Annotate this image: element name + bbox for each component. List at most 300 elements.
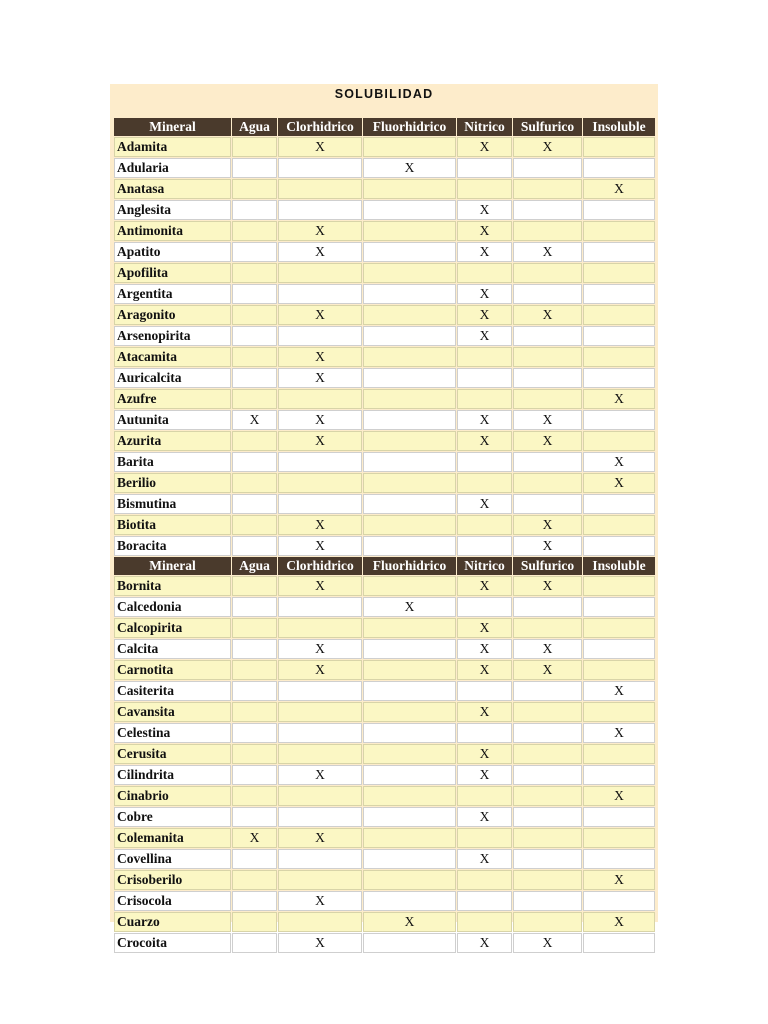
agua-cell xyxy=(232,200,277,220)
clorhidrico-cell xyxy=(278,723,362,743)
clorhidrico-cell xyxy=(278,870,362,890)
mineral-name-cell: Cobre xyxy=(114,807,231,827)
fluorhidrico-cell xyxy=(363,933,456,953)
insoluble-cell xyxy=(583,744,655,764)
agua-cell xyxy=(232,326,277,346)
mineral-name-cell: Covellina xyxy=(114,849,231,869)
insoluble-cell xyxy=(583,242,655,262)
clorhidrico-cell xyxy=(278,326,362,346)
insoluble-cell: X xyxy=(583,179,655,199)
insoluble-cell: X xyxy=(583,473,655,493)
mineral-name-cell: Crisoberilo xyxy=(114,870,231,890)
sulfurico-cell: X xyxy=(513,137,582,157)
sulfurico-cell: X xyxy=(513,933,582,953)
mineral-name-cell: Azurita xyxy=(114,431,231,451)
nitrico-cell: X xyxy=(457,807,512,827)
sulfurico-cell: X xyxy=(513,639,582,659)
column-header-insoluble: Insoluble xyxy=(583,118,655,136)
fluorhidrico-cell xyxy=(363,431,456,451)
agua-cell xyxy=(232,368,277,388)
table-row xyxy=(114,576,655,596)
insoluble-cell xyxy=(583,158,655,178)
header-row xyxy=(114,118,655,136)
table-row xyxy=(114,326,655,346)
fluorhidrico-cell xyxy=(363,660,456,680)
mineral-name-cell: Celestina xyxy=(114,723,231,743)
fluorhidrico-cell xyxy=(363,221,456,241)
mineral-name-cell: Calcedonia xyxy=(114,597,231,617)
fluorhidrico-cell xyxy=(363,576,456,596)
sulfurico-cell xyxy=(513,807,582,827)
clorhidrico-cell xyxy=(278,681,362,701)
agua-cell xyxy=(232,933,277,953)
mineral-name-cell: Calcopirita xyxy=(114,618,231,638)
sulfurico-cell: X xyxy=(513,576,582,596)
clorhidrico-cell: X xyxy=(278,515,362,535)
sulfurico-cell xyxy=(513,473,582,493)
fluorhidrico-cell xyxy=(363,765,456,785)
sulfurico-cell: X xyxy=(513,431,582,451)
sulfurico-cell xyxy=(513,618,582,638)
insoluble-cell xyxy=(583,576,655,596)
table-row xyxy=(114,179,655,199)
table-row xyxy=(114,242,655,262)
sulfurico-cell xyxy=(513,765,582,785)
agua-cell xyxy=(232,242,277,262)
clorhidrico-cell: X xyxy=(278,137,362,157)
mineral-name-cell: Anatasa xyxy=(114,179,231,199)
agua-cell xyxy=(232,849,277,869)
fluorhidrico-cell xyxy=(363,242,456,262)
insoluble-cell xyxy=(583,702,655,722)
table-row xyxy=(114,536,655,556)
mineral-name-cell: Auricalcita xyxy=(114,368,231,388)
agua-cell xyxy=(232,179,277,199)
agua-cell xyxy=(232,660,277,680)
sulfurico-cell xyxy=(513,452,582,472)
sulfurico-cell: X xyxy=(513,536,582,556)
document-page xyxy=(110,84,658,950)
mineral-name-cell: Bornita xyxy=(114,576,231,596)
nitrico-cell xyxy=(457,723,512,743)
mineral-name-cell: Azufre xyxy=(114,389,231,409)
nitrico-cell: X xyxy=(457,242,512,262)
clorhidrico-cell: X xyxy=(278,305,362,325)
sulfurico-cell xyxy=(513,681,582,701)
mineral-name-cell: Apofilita xyxy=(114,263,231,283)
fluorhidrico-cell xyxy=(363,639,456,659)
table-row xyxy=(114,891,655,911)
fluorhidrico-cell xyxy=(363,494,456,514)
nitrico-cell xyxy=(457,786,512,806)
insoluble-cell xyxy=(583,660,655,680)
insoluble-cell xyxy=(583,326,655,346)
mineral-name-cell: Argentita xyxy=(114,284,231,304)
nitrico-cell xyxy=(457,597,512,617)
nitrico-cell: X xyxy=(457,618,512,638)
clorhidrico-cell: X xyxy=(278,576,362,596)
nitrico-cell xyxy=(457,912,512,932)
clorhidrico-cell xyxy=(278,849,362,869)
sulfurico-cell xyxy=(513,368,582,388)
agua-cell xyxy=(232,723,277,743)
fluorhidrico-cell xyxy=(363,326,456,346)
mineral-name-cell: Carnotita xyxy=(114,660,231,680)
insoluble-cell xyxy=(583,368,655,388)
clorhidrico-cell: X xyxy=(278,242,362,262)
agua-cell xyxy=(232,870,277,890)
mineral-name-cell: Biotita xyxy=(114,515,231,535)
agua-cell xyxy=(232,158,277,178)
agua-cell xyxy=(232,597,277,617)
nitrico-cell xyxy=(457,347,512,367)
agua-cell xyxy=(232,639,277,659)
insoluble-cell xyxy=(583,305,655,325)
clorhidrico-cell xyxy=(278,912,362,932)
table-row xyxy=(114,870,655,890)
insoluble-cell xyxy=(583,849,655,869)
header-row xyxy=(114,557,655,575)
fluorhidrico-cell: X xyxy=(363,912,456,932)
table-row xyxy=(114,221,655,241)
fluorhidrico-cell xyxy=(363,389,456,409)
fluorhidrico-cell xyxy=(363,410,456,430)
insoluble-cell xyxy=(583,200,655,220)
fluorhidrico-cell xyxy=(363,723,456,743)
nitrico-cell xyxy=(457,389,512,409)
fluorhidrico-cell xyxy=(363,515,456,535)
insoluble-cell xyxy=(583,765,655,785)
fluorhidrico-cell xyxy=(363,807,456,827)
sulfurico-cell xyxy=(513,221,582,241)
table-row xyxy=(114,912,655,932)
nitrico-cell: X xyxy=(457,933,512,953)
insoluble-cell: X xyxy=(583,912,655,932)
nitrico-cell: X xyxy=(457,494,512,514)
clorhidrico-cell: X xyxy=(278,536,362,556)
clorhidrico-cell xyxy=(278,702,362,722)
sulfurico-cell xyxy=(513,326,582,346)
nitrico-cell xyxy=(457,179,512,199)
solubility-table xyxy=(113,117,656,954)
fluorhidrico-cell xyxy=(363,347,456,367)
table-row xyxy=(114,933,655,953)
insoluble-cell: X xyxy=(583,870,655,890)
agua-cell xyxy=(232,473,277,493)
mineral-name-cell: Adularia xyxy=(114,158,231,178)
table-row xyxy=(114,410,655,430)
mineral-name-cell: Cerusita xyxy=(114,744,231,764)
mineral-name-cell: Adamita xyxy=(114,137,231,157)
nitrico-cell: X xyxy=(457,744,512,764)
table-row xyxy=(114,284,655,304)
table-row xyxy=(114,158,655,178)
fluorhidrico-cell xyxy=(363,702,456,722)
nitrico-cell: X xyxy=(457,765,512,785)
insoluble-cell xyxy=(583,494,655,514)
column-header-agua: Agua xyxy=(232,557,277,575)
nitrico-cell xyxy=(457,681,512,701)
agua-cell xyxy=(232,347,277,367)
fluorhidrico-cell: X xyxy=(363,597,456,617)
sulfurico-cell: X xyxy=(513,515,582,535)
table-row xyxy=(114,389,655,409)
mineral-name-cell: Crisocola xyxy=(114,891,231,911)
nitrico-cell xyxy=(457,891,512,911)
fluorhidrico-cell xyxy=(363,618,456,638)
fluorhidrico-cell xyxy=(363,284,456,304)
clorhidrico-cell xyxy=(278,494,362,514)
sulfurico-cell xyxy=(513,912,582,932)
mineral-name-cell: Aragonito xyxy=(114,305,231,325)
clorhidrico-cell: X xyxy=(278,368,362,388)
fluorhidrico-cell xyxy=(363,536,456,556)
agua-cell xyxy=(232,263,277,283)
agua-cell xyxy=(232,618,277,638)
mineral-name-cell: Antimonita xyxy=(114,221,231,241)
table-row xyxy=(114,347,655,367)
clorhidrico-cell: X xyxy=(278,933,362,953)
clorhidrico-cell xyxy=(278,597,362,617)
nitrico-cell: X xyxy=(457,305,512,325)
clorhidrico-cell xyxy=(278,200,362,220)
table-row xyxy=(114,597,655,617)
insoluble-cell xyxy=(583,137,655,157)
table-row xyxy=(114,618,655,638)
sulfurico-cell: X xyxy=(513,305,582,325)
table-row xyxy=(114,368,655,388)
insoluble-cell xyxy=(583,263,655,283)
nitrico-cell: X xyxy=(457,660,512,680)
nitrico-cell xyxy=(457,870,512,890)
insoluble-cell: X xyxy=(583,389,655,409)
mineral-name-cell: Arsenopirita xyxy=(114,326,231,346)
fluorhidrico-cell xyxy=(363,179,456,199)
fluorhidrico-cell xyxy=(363,473,456,493)
insoluble-cell xyxy=(583,828,655,848)
clorhidrico-cell xyxy=(278,744,362,764)
table-row xyxy=(114,828,655,848)
agua-cell xyxy=(232,786,277,806)
table-row xyxy=(114,639,655,659)
agua-cell xyxy=(232,765,277,785)
table-row xyxy=(114,702,655,722)
table-row xyxy=(114,765,655,785)
sulfurico-cell xyxy=(513,494,582,514)
insoluble-cell xyxy=(583,807,655,827)
sulfurico-cell xyxy=(513,284,582,304)
mineral-name-cell: Cuarzo xyxy=(114,912,231,932)
clorhidrico-cell xyxy=(278,179,362,199)
insoluble-cell xyxy=(583,221,655,241)
mineral-name-cell: Berilio xyxy=(114,473,231,493)
fluorhidrico-cell xyxy=(363,786,456,806)
clorhidrico-cell xyxy=(278,786,362,806)
sulfurico-cell xyxy=(513,723,582,743)
clorhidrico-cell xyxy=(278,807,362,827)
clorhidrico-cell: X xyxy=(278,431,362,451)
table-row xyxy=(114,452,655,472)
clorhidrico-cell xyxy=(278,263,362,283)
clorhidrico-cell: X xyxy=(278,765,362,785)
agua-cell xyxy=(232,284,277,304)
nitrico-cell: X xyxy=(457,431,512,451)
insoluble-cell xyxy=(583,933,655,953)
mineral-name-cell: Barita xyxy=(114,452,231,472)
nitrico-cell xyxy=(457,473,512,493)
table-row xyxy=(114,849,655,869)
column-header-nitrico: Nitrico xyxy=(457,118,512,136)
clorhidrico-cell xyxy=(278,158,362,178)
nitrico-cell: X xyxy=(457,639,512,659)
mineral-name-cell: Casiterita xyxy=(114,681,231,701)
nitrico-cell: X xyxy=(457,137,512,157)
clorhidrico-cell xyxy=(278,452,362,472)
nitrico-cell: X xyxy=(457,284,512,304)
table-row xyxy=(114,744,655,764)
mineral-name-cell: Crocoita xyxy=(114,933,231,953)
agua-cell xyxy=(232,137,277,157)
fluorhidrico-cell: X xyxy=(363,158,456,178)
mineral-name-cell: Cinabrio xyxy=(114,786,231,806)
fluorhidrico-cell xyxy=(363,452,456,472)
sulfurico-cell: X xyxy=(513,660,582,680)
table-row xyxy=(114,137,655,157)
mineral-name-cell: Anglesita xyxy=(114,200,231,220)
sulfurico-cell xyxy=(513,597,582,617)
insoluble-cell: X xyxy=(583,681,655,701)
clorhidrico-cell xyxy=(278,284,362,304)
mineral-name-cell: Cavansita xyxy=(114,702,231,722)
table-row xyxy=(114,723,655,743)
insoluble-cell xyxy=(583,515,655,535)
solubility-table-body xyxy=(114,118,655,953)
clorhidrico-cell: X xyxy=(278,410,362,430)
agua-cell xyxy=(232,576,277,596)
table-row xyxy=(114,431,655,451)
mineral-name-cell: Boracita xyxy=(114,536,231,556)
nitrico-cell xyxy=(457,515,512,535)
sulfurico-cell xyxy=(513,179,582,199)
mineral-name-cell: Autunita xyxy=(114,410,231,430)
sulfurico-cell xyxy=(513,870,582,890)
column-header-sulfurico: Sulfurico xyxy=(513,557,582,575)
fluorhidrico-cell xyxy=(363,849,456,869)
insoluble-cell xyxy=(583,639,655,659)
document-title: SOLUBILIDAD xyxy=(334,87,434,101)
table-row xyxy=(114,200,655,220)
clorhidrico-cell: X xyxy=(278,221,362,241)
insoluble-cell xyxy=(583,410,655,430)
clorhidrico-cell xyxy=(278,473,362,493)
agua-cell xyxy=(232,305,277,325)
clorhidrico-cell: X xyxy=(278,891,362,911)
table-row xyxy=(114,473,655,493)
sulfurico-cell xyxy=(513,200,582,220)
agua-cell: X xyxy=(232,410,277,430)
column-header-mineral: Mineral xyxy=(114,118,231,136)
sulfurico-cell: X xyxy=(513,410,582,430)
sulfurico-cell xyxy=(513,263,582,283)
insoluble-cell: X xyxy=(583,452,655,472)
table-row xyxy=(114,263,655,283)
sulfurico-cell xyxy=(513,891,582,911)
clorhidrico-cell: X xyxy=(278,639,362,659)
agua-cell xyxy=(232,515,277,535)
insoluble-cell xyxy=(583,891,655,911)
table-row xyxy=(114,494,655,514)
column-header-mineral: Mineral xyxy=(114,557,231,575)
agua-cell xyxy=(232,681,277,701)
table-row xyxy=(114,660,655,680)
mineral-name-cell: Bismutina xyxy=(114,494,231,514)
column-header-fluorhidrico: Fluorhidrico xyxy=(363,557,456,575)
fluorhidrico-cell xyxy=(363,368,456,388)
sulfurico-cell xyxy=(513,744,582,764)
fluorhidrico-cell xyxy=(363,870,456,890)
agua-cell: X xyxy=(232,828,277,848)
table-row xyxy=(114,807,655,827)
column-header-sulfurico: Sulfurico xyxy=(513,118,582,136)
nitrico-cell xyxy=(457,158,512,178)
agua-cell xyxy=(232,494,277,514)
insoluble-cell xyxy=(583,536,655,556)
clorhidrico-cell xyxy=(278,618,362,638)
mineral-name-cell: Cilindrita xyxy=(114,765,231,785)
column-header-insoluble: Insoluble xyxy=(583,557,655,575)
agua-cell xyxy=(232,744,277,764)
agua-cell xyxy=(232,891,277,911)
sulfurico-cell xyxy=(513,347,582,367)
sulfurico-cell xyxy=(513,158,582,178)
mineral-name-cell: Apatito xyxy=(114,242,231,262)
column-header-clorhidrico: Clorhidrico xyxy=(278,118,362,136)
fluorhidrico-cell xyxy=(363,828,456,848)
column-header-clorhidrico: Clorhidrico xyxy=(278,557,362,575)
insoluble-cell: X xyxy=(583,723,655,743)
nitrico-cell xyxy=(457,828,512,848)
agua-cell xyxy=(232,452,277,472)
agua-cell xyxy=(232,389,277,409)
nitrico-cell xyxy=(457,536,512,556)
mineral-name-cell: Atacamita xyxy=(114,347,231,367)
insoluble-cell xyxy=(583,284,655,304)
column-header-nitrico: Nitrico xyxy=(457,557,512,575)
fluorhidrico-cell xyxy=(363,305,456,325)
fluorhidrico-cell xyxy=(363,681,456,701)
table-row xyxy=(114,305,655,325)
fluorhidrico-cell xyxy=(363,891,456,911)
sulfurico-cell xyxy=(513,702,582,722)
nitrico-cell: X xyxy=(457,576,512,596)
fluorhidrico-cell xyxy=(363,200,456,220)
insoluble-cell xyxy=(583,431,655,451)
mineral-name-cell: Colemanita xyxy=(114,828,231,848)
fluorhidrico-cell xyxy=(363,744,456,764)
fluorhidrico-cell xyxy=(363,263,456,283)
nitrico-cell: X xyxy=(457,221,512,241)
nitrico-cell: X xyxy=(457,410,512,430)
agua-cell xyxy=(232,536,277,556)
mineral-name-cell: Calcita xyxy=(114,639,231,659)
column-header-fluorhidrico: Fluorhidrico xyxy=(363,118,456,136)
insoluble-cell xyxy=(583,347,655,367)
sulfurico-cell xyxy=(513,389,582,409)
nitrico-cell: X xyxy=(457,849,512,869)
nitrico-cell xyxy=(457,263,512,283)
insoluble-cell xyxy=(583,597,655,617)
sulfurico-cell xyxy=(513,828,582,848)
